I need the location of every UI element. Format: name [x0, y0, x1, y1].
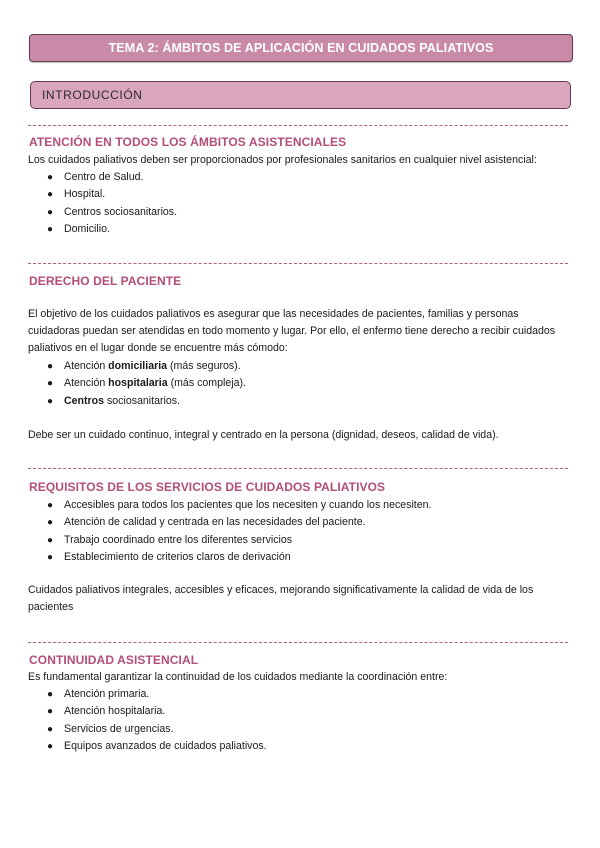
section-closing-text: Cuidados paliativos integrales, accesibles y eficaces, mejorando significativamente la calidad de vida de los pacientes — [28, 584, 534, 613]
bullet-icon: ● — [47, 689, 54, 700]
bullet-icon: ● — [47, 224, 54, 236]
bullet-icon: ● — [47, 189, 54, 201]
bullet-icon: ● — [47, 500, 54, 511]
section-heading-derecho: DERECHO DEL PACIENTE — [29, 274, 182, 288]
bullet-icon: ● — [47, 395, 54, 407]
bullet-icon: ● — [47, 378, 54, 390]
bullet-icon: ● — [47, 172, 54, 183]
section-text: Los cuidados paliativos deben ser proporcionados por profesionales sanitarios en cualquier nivel asistencial: — [28, 154, 537, 166]
document-title: TEMA 2: ÁMBITOS DE APLICACIÓN EN CUIDADOS PALIATIVOS — [29, 34, 573, 62]
bullet-list — [44, 358, 246, 410]
section-divider — [28, 125, 568, 126]
list-item: ● Equipos avanzados de cuidados paliativos. — [44, 738, 267, 755]
list-item: ● Hospital. — [44, 186, 177, 203]
list-item: ● Centros sociosanitarios. — [44, 204, 177, 221]
list-item: ● Centros sociosanitarios. — [44, 393, 246, 410]
section-text: El objetivo de los cuidados paliativos es asegurar que las necesidades de pacientes, familias y personas cuidadoras puedan ser atendidas en todo momento y lugar. Por ello, el enfermo tiene derecho a recibir cuidados paliativos en el lugar donde se encuentre más cómodo: — [28, 308, 556, 354]
section-heading-atencion: ATENCIÓN EN TODOS LOS ÁMBITOS ASISTENCIALES — [29, 135, 347, 149]
section-heading-requisitos: REQUISITOS DE LOS SERVICIOS DE CUIDADOS PALIATIVOS — [29, 480, 386, 494]
bullet-icon: ● — [47, 517, 54, 529]
list-item: ● Centro de Salud. — [44, 169, 177, 186]
list-item: ● Atención hospitalaria. — [44, 703, 267, 720]
bullet-icon: ● — [47, 361, 54, 372]
list-item: ● Domicilio. — [44, 221, 177, 238]
bullet-icon: ● — [47, 534, 54, 546]
section-divider — [28, 468, 568, 469]
list-item: ● Accesibles para todos los pacientes que los necesiten y cuando los necesiten. — [44, 497, 431, 514]
bullet-icon: ● — [47, 741, 54, 753]
bullet-list — [44, 686, 267, 756]
list-item: ● Atención de calidad y centrada en las necesidades del paciente. — [44, 514, 431, 531]
bullet-list — [44, 169, 177, 239]
bullet-icon: ● — [47, 552, 54, 564]
section-text: Es fundamental garantizar la continuidad de los cuidados mediante la coordinación entre: — [28, 671, 448, 683]
bullet-icon: ● — [47, 206, 54, 218]
bullet-icon: ● — [47, 723, 54, 735]
section-divider — [28, 263, 568, 264]
list-item: ● Atención primaria. — [44, 686, 267, 703]
bullet-list — [44, 497, 431, 567]
list-item: ● Establecimiento de criterios claros de derivación — [44, 549, 431, 566]
list-item: ● Atención domiciliaria (más seguros). — [44, 358, 246, 375]
section-divider — [28, 642, 568, 643]
list-item: ● Servicios de urgencias. — [44, 721, 267, 738]
introduction-banner: INTRODUCCIÓN — [30, 81, 571, 109]
bullet-icon: ● — [47, 706, 54, 718]
section-heading-continuidad: CONTINUIDAD ASISTENCIAL — [29, 653, 199, 667]
list-item: ● Atención hospitalaria (más compleja). — [44, 375, 246, 392]
section-closing-text: Debe ser un cuidado continuo, integral y centrado en la persona (dignidad, deseos, calidad de vida). — [28, 429, 499, 441]
list-item: ● Trabajo coordinado entre los diferentes servicios — [44, 532, 431, 549]
